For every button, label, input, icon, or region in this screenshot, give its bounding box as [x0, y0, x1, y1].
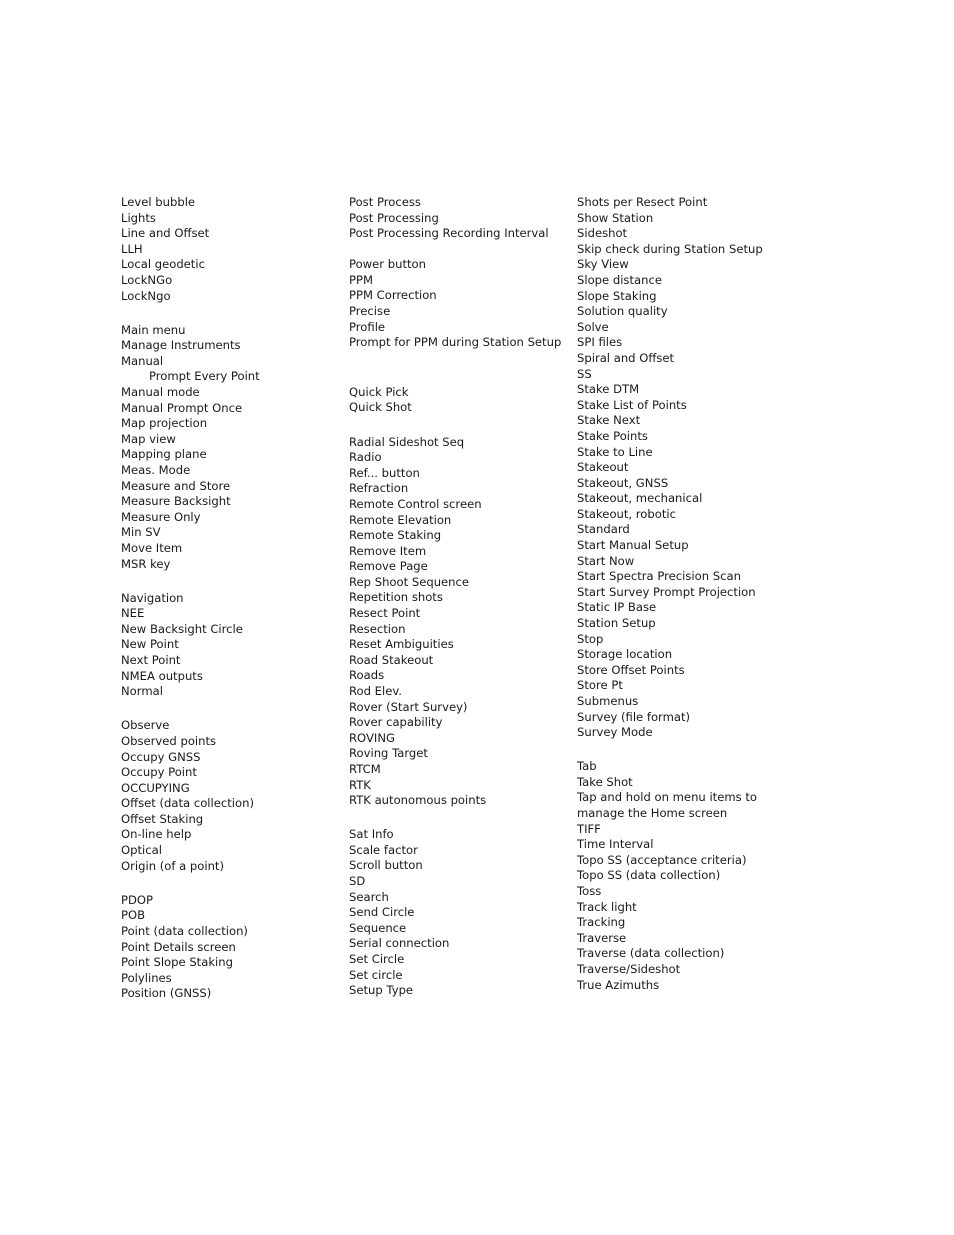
index-entry: Traverse — [577, 930, 627, 945]
index-entry: True Azimuths — [577, 977, 660, 992]
index-entry: Traverse (data collection) — [577, 946, 725, 961]
index-entry: Ref... button — [349, 465, 420, 480]
index-entry: Solution quality — [577, 304, 668, 319]
index-entry: Radio — [349, 450, 382, 465]
index-entry: Post Processing — [349, 210, 439, 225]
index-entry: Manual — [121, 353, 164, 368]
index-entry: Main menu — [121, 322, 186, 337]
index-entry: Remote Elevation — [349, 512, 452, 527]
group-spacer — [577, 741, 807, 760]
index-entry: Point Slope Staking — [121, 955, 233, 970]
index-entry: OCCUPYING — [121, 780, 190, 795]
index-entry: Level bubble — [121, 195, 196, 209]
index-entry: ROVING — [349, 730, 395, 745]
index-entry: Measure Backsight — [121, 494, 231, 509]
index-entry: Manage Instruments — [121, 338, 241, 353]
index-entry: SS — [577, 366, 592, 381]
index-entry: Mapping plane — [121, 447, 207, 462]
index-entry: Manual Prompt Once — [121, 400, 243, 415]
index-entry: Start Spectra Precision Scan — [577, 569, 741, 584]
index-entry: Take Shot — [577, 774, 633, 789]
index-entry: Topo SS (acceptance criteria) — [577, 852, 747, 867]
index-entry: New Backsight Circle — [121, 621, 243, 636]
index-entry: Start Survey Prompt Projection — [577, 584, 756, 599]
index-entry: Polylines — [121, 970, 172, 985]
index-entry: Topo SS (data collection) — [577, 868, 721, 883]
index-entry: Rep Shoot Sequence — [349, 574, 470, 589]
index-entry: Refraction — [349, 481, 409, 496]
index-entry: Rod Elev. — [349, 684, 402, 699]
index-entry: Tap and hold on menu items to — [577, 790, 758, 805]
index-entry: Set circle — [349, 967, 403, 982]
index-entry: RTCM — [349, 762, 381, 776]
index-entry: Static IP Base — [577, 600, 657, 615]
group-spacer — [121, 700, 336, 719]
index-entry: LockNgo — [121, 288, 171, 303]
index-entry: Spiral and Offset — [577, 350, 675, 365]
index-entry: Sky View — [577, 257, 629, 272]
group-spacer — [121, 572, 336, 591]
index-entry: Resect Point — [349, 606, 421, 621]
index-entry: Setup Type — [349, 983, 414, 998]
index-entry: Next Point — [121, 653, 181, 668]
index-entry: LockNGo — [121, 272, 173, 287]
index-entry: Stake DTM — [577, 382, 640, 397]
index-entry: Scroll button — [349, 858, 423, 873]
index-entry: Line and Offset — [121, 226, 210, 241]
index-entry: Tracking — [577, 915, 626, 930]
index-entry: Origin (of a point) — [121, 858, 224, 873]
index-entry: Meas. Mode — [121, 463, 191, 477]
index-entry: Skip check during Station Setup — [577, 241, 763, 256]
index-entry: Time Interval — [577, 837, 654, 852]
index-entry: Sequence — [349, 920, 407, 935]
index-entry: Shots per Resect Point — [577, 195, 708, 209]
index-column-1 — [121, 195, 336, 1002]
index-entry: Min SV — [121, 525, 161, 540]
index-entry: Roving Target — [349, 746, 428, 761]
index-entry: Reset Ambiguities — [349, 637, 454, 652]
index-entry: Stake Points — [577, 428, 648, 443]
index-entry: Stakeout, robotic — [577, 506, 676, 521]
index-entry: Quick Pick — [349, 384, 409, 399]
index-column-2 — [349, 195, 564, 999]
index-entry: Slope Staking — [577, 288, 657, 303]
index-entry: RTK autonomous points — [349, 793, 487, 808]
index-entry: Local geodetic — [121, 257, 205, 272]
index-entry: Position (GNSS) — [121, 986, 212, 1001]
index-entry: Set Circle — [349, 952, 405, 967]
index-entry: Point (data collection) — [121, 923, 248, 938]
index-entry: Survey (file format) — [577, 709, 691, 724]
index-entry: Quick Shot — [349, 400, 412, 415]
index-entry: Move Item — [121, 540, 183, 555]
index-entry: New Point — [121, 637, 179, 652]
index-entry: Sideshot — [577, 226, 628, 241]
index-entry: Offset (data collection) — [121, 796, 254, 811]
index-entry: POB — [121, 908, 146, 923]
index-entry: Offset Staking — [121, 811, 204, 826]
index-entry: MSR key — [121, 556, 171, 571]
index-entry: Observe — [121, 718, 170, 733]
index-entry: PPM — [349, 272, 373, 287]
index-entry: Radial Sideshot Seq — [349, 434, 465, 449]
index-entry: Stake Next — [577, 413, 641, 428]
index-entry: Sat Info — [349, 827, 394, 842]
index-entry: Roads — [349, 668, 385, 683]
index-entry: Map view — [121, 431, 176, 446]
index-entry: Remote Staking — [349, 528, 442, 543]
index-entry: Prompt for PPM during Station Setup — [349, 335, 562, 350]
index-entry: Storage location — [577, 647, 673, 662]
index-entry: Stake List of Points — [577, 397, 687, 412]
index-entry: NEE — [121, 606, 145, 621]
index-entry: Profile — [349, 319, 386, 334]
index-entry: Stakeout, GNSS — [577, 475, 669, 490]
index-column-3 — [577, 195, 807, 993]
index-entry: Stakeout, mechanical — [577, 491, 703, 506]
index-entry: LLH — [121, 241, 143, 256]
index-entry: Traverse/Sideshot — [577, 962, 681, 976]
index-entry: Search — [349, 889, 389, 904]
index-entry: Submenus — [577, 694, 639, 708]
index-entry: NMEA outputs — [121, 668, 203, 683]
index-entry: Resection — [349, 621, 406, 636]
index-entry: manage the Home screen — [577, 806, 728, 821]
index-entry: Send Circle — [349, 905, 415, 920]
index-entry: Start Now — [577, 553, 635, 568]
index-entry: Stakeout — [577, 460, 629, 475]
index-entry: SD — [349, 874, 366, 889]
index-entry: Occupy Point — [121, 765, 197, 780]
group-spacer — [349, 242, 564, 258]
index-entry: Power button — [349, 257, 426, 272]
index-entry: Manual mode — [121, 385, 200, 400]
index-entry: Lights — [121, 210, 156, 225]
index-entry: TIFF — [577, 821, 601, 836]
group-spacer — [121, 304, 336, 323]
index-entry: Observed points — [121, 733, 217, 748]
index-entry: Show Station — [577, 210, 654, 225]
index-entry: Precise — [349, 304, 391, 319]
index-entry: Toss — [577, 884, 602, 899]
index-entry: Remove Item — [349, 543, 427, 558]
index-entry: Remove Page — [349, 559, 428, 574]
index-entry: PDOP — [121, 892, 154, 907]
index-entry: Station Setup — [577, 616, 656, 631]
index-entry: Repetition shots — [349, 590, 443, 605]
index-entry: Normal — [121, 684, 163, 699]
index-entry: Optical — [121, 843, 162, 858]
index-entry: Rover (Start Survey) — [349, 699, 468, 714]
index-entry: Remote Control screen — [349, 496, 482, 511]
group-spacer — [349, 416, 564, 435]
index-entry: Store Offset Points — [577, 662, 685, 677]
index-entry: PPM Correction — [349, 288, 437, 303]
index-entry: Post Process — [349, 195, 421, 209]
index-entry: Stop — [577, 631, 604, 646]
index-entry: Navigation — [121, 590, 184, 605]
index-entry: On-line help — [121, 827, 192, 842]
index-entry: Tab — [577, 759, 597, 774]
index-subentry: Prompt Every Point — [149, 369, 260, 384]
index-entry: Survey Mode — [577, 725, 653, 740]
index-entry: Standard — [577, 522, 630, 537]
index-entry: Rover capability — [349, 715, 443, 730]
index-entry: Stake to Line — [577, 444, 653, 459]
index-entry: Solve — [577, 319, 609, 334]
index-entry: Occupy GNSS — [121, 749, 201, 764]
group-spacer — [349, 809, 564, 828]
index-entry: SPI files — [577, 335, 623, 350]
index-entry: Serial connection — [349, 936, 450, 951]
index-entry: Slope distance — [577, 272, 662, 287]
index-entry: Point Details screen — [121, 939, 236, 954]
index-entry: Post Processing Recording Interval — [349, 226, 549, 241]
index-entry: Start Manual Setup — [577, 538, 689, 553]
group-spacer — [121, 874, 336, 893]
index-entry: Store Pt — [577, 678, 623, 693]
group-spacer — [349, 351, 564, 385]
index-entry: Measure Only — [121, 509, 201, 524]
index-entry: Measure and Store — [121, 478, 231, 493]
index-entry: Map projection — [121, 416, 208, 431]
index-entry: RTK — [349, 777, 371, 792]
index-entry: Road Stakeout — [349, 652, 434, 667]
index-entry: Scale factor — [349, 842, 418, 857]
index-entry: Track light — [577, 899, 637, 914]
